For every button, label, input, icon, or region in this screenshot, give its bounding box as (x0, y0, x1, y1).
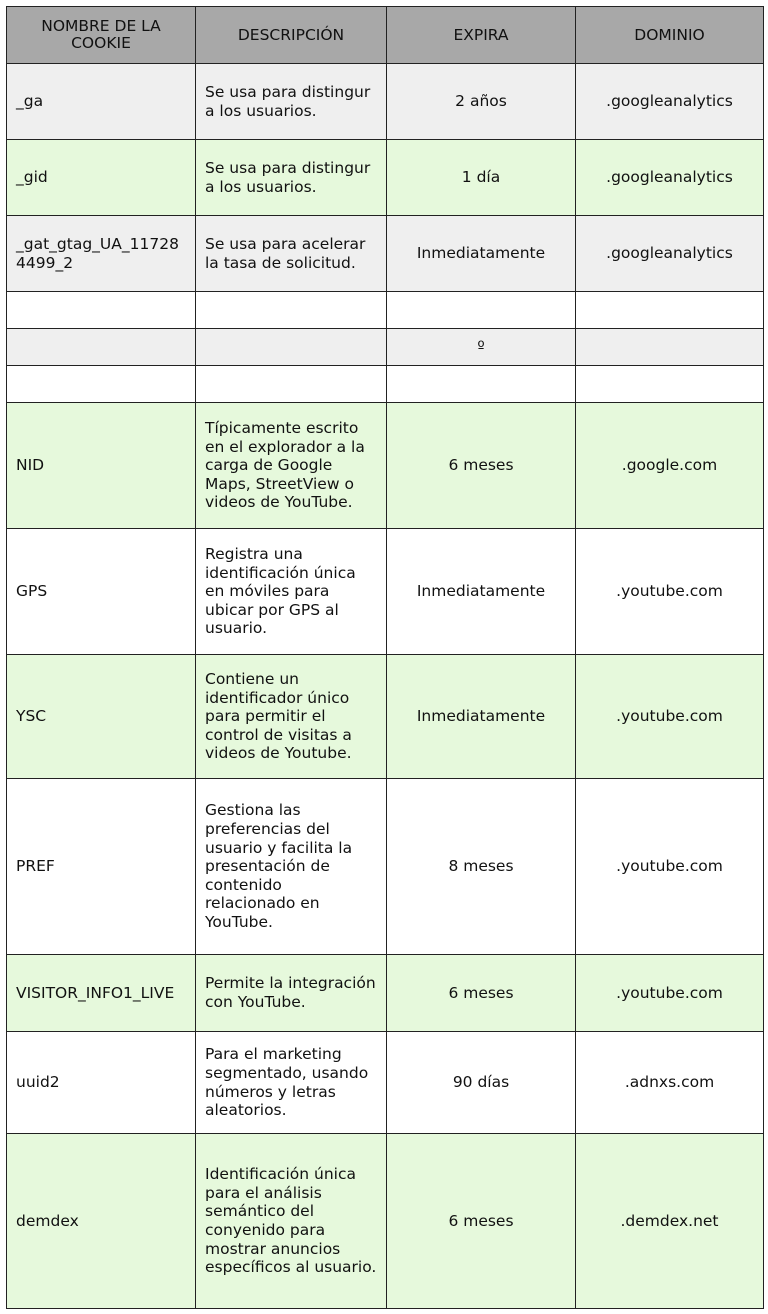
cookie-name: NID (7, 403, 196, 529)
table-row (7, 955, 764, 1032)
header-cookie-name: NOMBRE DE LA COOKIE (7, 7, 196, 64)
cookies-table (6, 6, 764, 1309)
cookie-domain: .googleanalytics (576, 64, 764, 140)
cookie-name: VISITOR_INFO1_LIVE (7, 955, 196, 1032)
header-expires: EXPIRA (387, 7, 576, 64)
table-row (7, 1134, 764, 1309)
cookie-description: Identificación única para el análisis semántico del conyenido para mostrar anuncios específicos al usuario. (196, 1134, 387, 1309)
cookie-name (7, 292, 196, 329)
cookie-expires (387, 366, 576, 403)
cookie-description (196, 292, 387, 329)
table-row (7, 140, 764, 216)
table-row (7, 292, 764, 329)
header-domain: DOMINIO (576, 7, 764, 64)
cookie-domain: .youtube.com (576, 529, 764, 655)
table-row (7, 329, 764, 366)
cookie-name: _ga (7, 64, 196, 140)
cookie-expires: 6 meses (387, 403, 576, 529)
cookie-name: PREF (7, 779, 196, 955)
cookie-expires: 6 meses (387, 1134, 576, 1309)
cookie-name: GPS (7, 529, 196, 655)
cookie-domain: .googleanalytics (576, 216, 764, 292)
cookie-expires: 2 años (387, 64, 576, 140)
table-row (7, 366, 764, 403)
cookie-name: _gid (7, 140, 196, 216)
cookie-description: Registra una identificación única en móviles para ubicar por GPS al usuario. (196, 529, 387, 655)
cookie-name: demdex (7, 1134, 196, 1309)
cookie-expires: 6 meses (387, 955, 576, 1032)
cookie-domain: .googleanalytics (576, 140, 764, 216)
cookie-description: Se usa para distingur a los usuarios. (196, 140, 387, 216)
cookie-expires: º (387, 329, 576, 366)
cookie-expires: 8 meses (387, 779, 576, 955)
table-row (7, 64, 764, 140)
cookie-domain (576, 366, 764, 403)
cookie-expires: 1 día (387, 140, 576, 216)
cookie-description: Contiene un identificador único para permitir el control de visitas a videos de Youtube. (196, 655, 387, 779)
table-row (7, 779, 764, 955)
cookie-domain (576, 329, 764, 366)
cookie-description: Se usa para acelerar la tasa de solicitud. (196, 216, 387, 292)
cookie-name (7, 329, 196, 366)
cookie-expires: Inmediatamente (387, 216, 576, 292)
cookie-name (7, 366, 196, 403)
cookie-name: uuid2 (7, 1032, 196, 1134)
cookie-description: Para el marketing segmentado, usando números y letras aleatorios. (196, 1032, 387, 1134)
cookie-name: _gat_gtag_UA_117284499_2 (7, 216, 196, 292)
cookie-expires: Inmediatamente (387, 529, 576, 655)
cookie-expires: 90 días (387, 1032, 576, 1134)
cookie-domain: .demdex.net (576, 1134, 764, 1309)
table-row (7, 216, 764, 292)
cookie-description: Permite la integración con YouTube. (196, 955, 387, 1032)
cookie-expires: Inmediatamente (387, 655, 576, 779)
cookie-domain: .adnxs.com (576, 1032, 764, 1134)
cookie-description: Típicamente escrito en el explorador a la carga de Google Maps, StreetView o videos de YouTube. (196, 403, 387, 529)
cookie-domain: .google.com (576, 403, 764, 529)
cookie-description (196, 366, 387, 403)
cookie-name: YSC (7, 655, 196, 779)
cookie-expires (387, 292, 576, 329)
cookie-domain (576, 292, 764, 329)
cookie-description: Se usa para distingur a los usuarios. (196, 64, 387, 140)
header-description: DESCRIPCIÓN (196, 7, 387, 64)
cookie-description (196, 329, 387, 366)
table-row (7, 529, 764, 655)
cookie-description: Gestiona las preferencias del usuario y facilita la presentación de contenido relacionado en YouTube. (196, 779, 387, 955)
table-row (7, 403, 764, 529)
cookie-domain: .youtube.com (576, 779, 764, 955)
cookie-domain: .youtube.com (576, 655, 764, 779)
table-row (7, 655, 764, 779)
cookie-domain: .youtube.com (576, 955, 764, 1032)
header-row (7, 7, 764, 64)
table-row (7, 1032, 764, 1134)
